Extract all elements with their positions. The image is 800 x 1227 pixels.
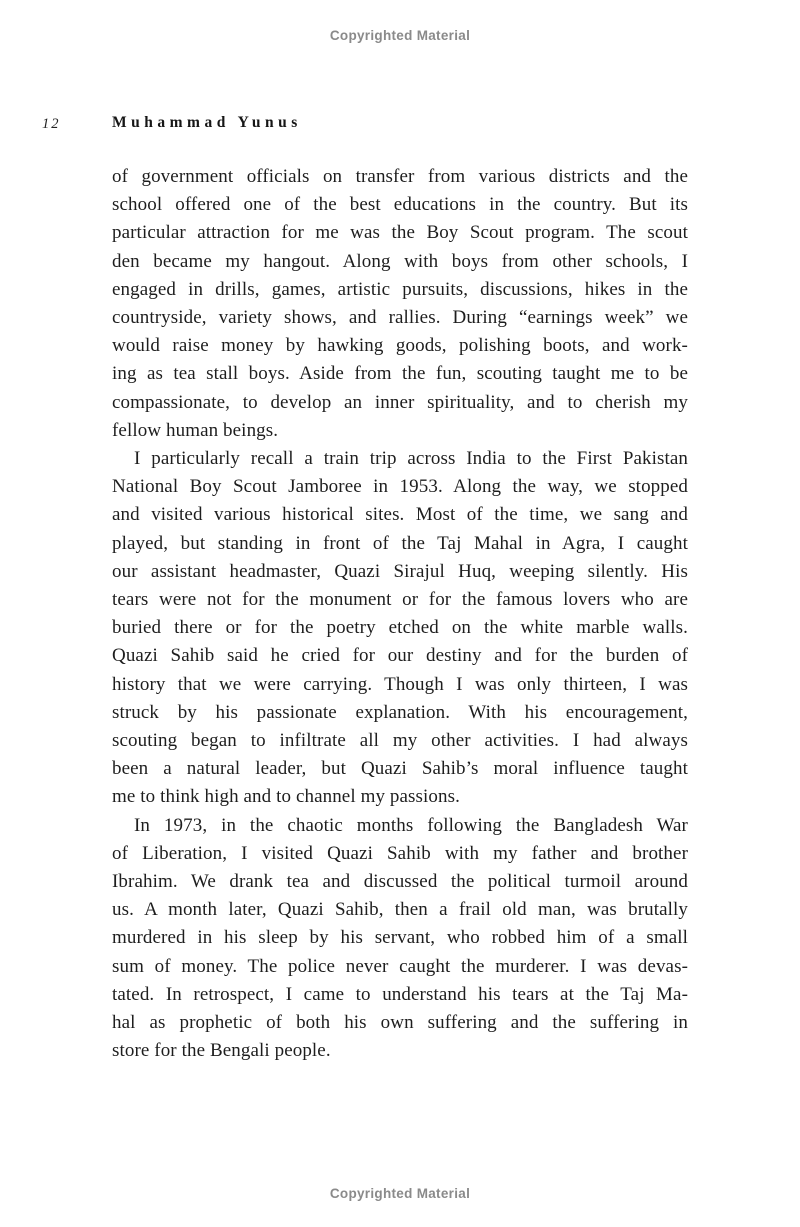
page-header [0, 114, 800, 136]
text-line: struck by his passionate explanation. With his encouragement, [112, 701, 688, 723]
text-line: would raise money by hawking goods, polishing boots, and work- [112, 335, 688, 357]
text-line: murdered in his sleep by his servant, who robbed him of a small [112, 927, 688, 949]
text-line: buried there or for the poetry etched on the white marble walls. [112, 617, 688, 639]
text-line: and visited various historical sites. Most of the time, we sang and [112, 504, 688, 526]
text-line: us. A month later, Quazi Sahib, then a frail old man, was brutally [112, 899, 688, 921]
text-line: I particularly recall a train trip across India to the First Pakistan [134, 448, 688, 470]
text-line: tated. In retrospect, I came to understand his tears at the Taj Ma- [112, 983, 688, 1005]
text-line: particular attraction for me was the Boy Scout program. The scout [112, 222, 688, 244]
text-line: Ibrahim. We drank tea and discussed the political turmoil around [112, 871, 688, 893]
text-line: me to think high and to channel my passions. [112, 786, 460, 808]
text-line: of government officials on transfer from various districts and the [112, 166, 688, 187]
text-line: history that we were carrying. Though I was only thirteen, I was [112, 673, 688, 695]
paragraph [112, 812, 688, 1066]
text-line: hal as prophetic of both his own suffering and the suffering in [112, 1012, 688, 1034]
text-line: den became my hangout. Along with boys from other schools, I [112, 250, 688, 272]
text-line: ing as tea stall boys. Aside from the fun, scouting taught me to be [112, 363, 688, 385]
copyright-notice-top: Copyrighted Material [329, 28, 471, 43]
text-line: store for the Bengali people. [112, 1040, 331, 1062]
text-line: fellow human beings. [112, 419, 279, 441]
text-line: National Boy Scout Jamboree in 1953. Along the way, we stopped [112, 476, 688, 498]
text-line: Quazi Sahib said he cried for our destiny and for the burden of [112, 645, 688, 667]
page-body [112, 163, 688, 1066]
running-header-title: Muhammad Yunus [112, 114, 302, 131]
text-line: scouting began to infiltrate all my other activities. I had always [112, 730, 688, 752]
text-line: school offered one of the best educations in the country. But its [112, 194, 688, 216]
text-line: been a natural leader, but Quazi Sahib’s moral influence taught [112, 758, 688, 780]
text-line: countryside, variety shows, and rallies. During “earnings week” we [112, 307, 688, 329]
paragraph [112, 163, 688, 445]
text-line: engaged in drills, games, artistic pursuits, discussions, hikes in the [112, 278, 688, 300]
text-line: of Liberation, I visited Quazi Sahib with my father and brother [112, 842, 688, 864]
text-line: In 1973, in the chaotic months following the Bangladesh War [134, 814, 688, 836]
page-number: 12 [42, 116, 61, 132]
text-line: our assistant headmaster, Quazi Sirajul Huq, weeping silently. His [112, 560, 688, 582]
text-line: sum of money. The police never caught the murderer. I was devas- [112, 955, 688, 977]
text-line: compassionate, to develop an inner spirituality, and to cherish my [112, 391, 688, 413]
paragraph [112, 445, 688, 812]
copyright-notice-bottom: Copyrighted Material [329, 1186, 471, 1201]
text-line: tears were not for the monument or for the famous lovers who are [112, 589, 688, 611]
text-line: played, but standing in front of the Taj Mahal in Agra, I caught [112, 532, 688, 554]
